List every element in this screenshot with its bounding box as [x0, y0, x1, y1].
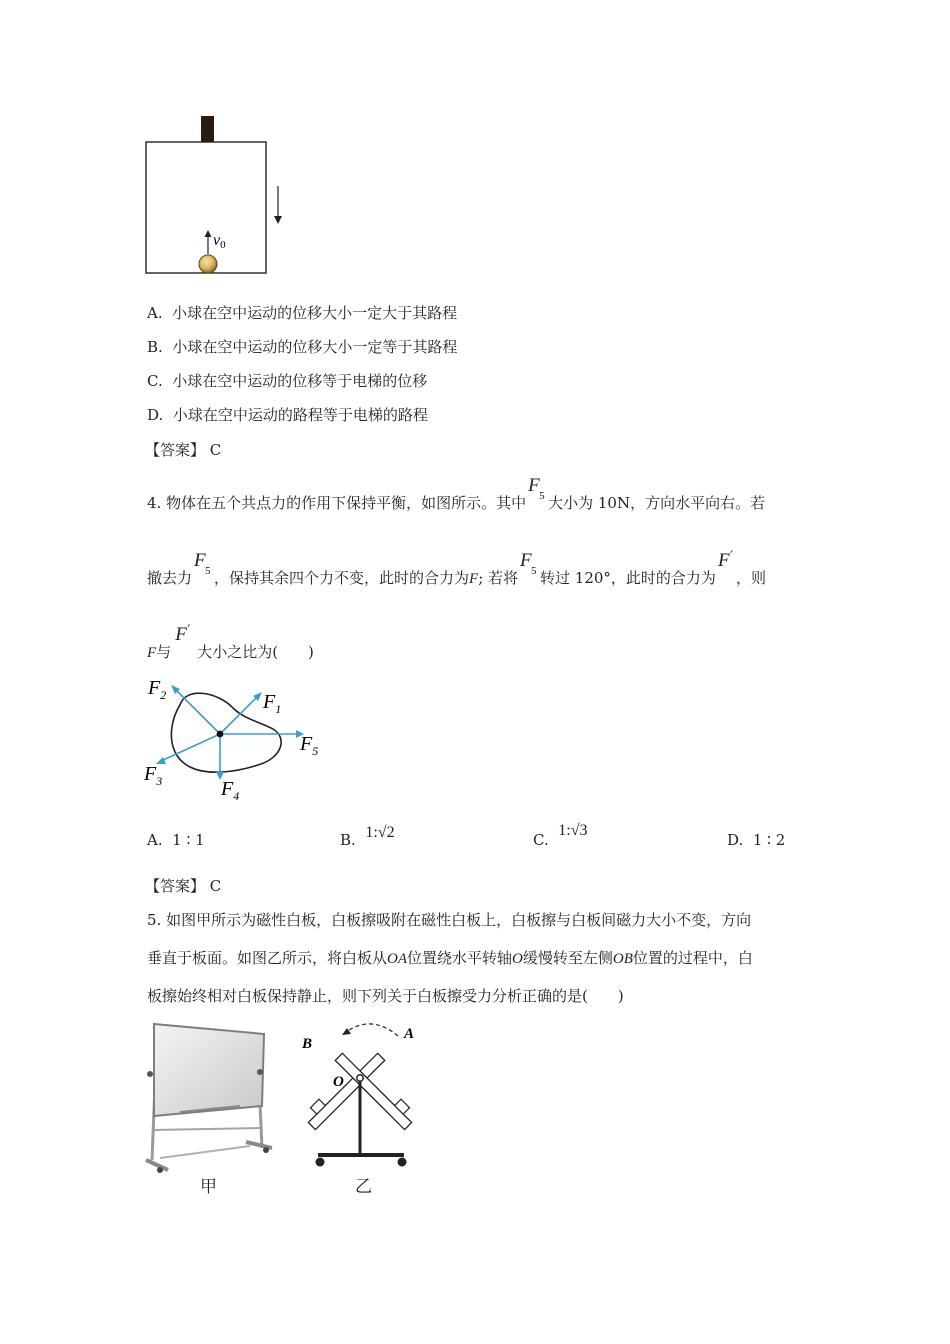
q3-option-b: B. 小球在空中运动的位移大小一定等于其路程 [147, 338, 458, 356]
q5-line-3: 板擦始终相对白板保持静止，则下列关于白板擦受力分析正确的是( ) [147, 987, 624, 1005]
q3-option-d: D. 小球在空中运动的路程等于电梯的路程 [147, 406, 428, 424]
q3-answer: 【答案】 C [145, 441, 222, 459]
ball [199, 255, 217, 273]
velocity-arrow-head [205, 230, 212, 237]
label-b: B [302, 1036, 313, 1052]
q4-line-3: F与 F ′ 大小之比为( ) [147, 623, 314, 661]
q3-option-a: A. 小球在空中运动的位移大小一定大于其路程 [147, 304, 458, 322]
label-f5: $F_5$ [300, 733, 319, 758]
caption-yi: 乙 [355, 1177, 372, 1197]
elevator-cabin [146, 142, 266, 273]
label-f1: $F_1$ [263, 691, 282, 716]
q5-line-2: 垂直于板面。如图乙所示，将白板从OA位置绕水平转轴O缓慢转至左侧OB位置的过程中，白 [147, 949, 753, 967]
whiteboard-photo [140, 1020, 290, 1178]
board-rotation-diagram [300, 1018, 430, 1176]
q4-answer: 【答案】 C [145, 877, 222, 895]
q4-option-b: B. 1:√2 [340, 824, 395, 849]
f3-arrow-head [156, 757, 166, 764]
force-diagram [140, 672, 340, 812]
q5-line-1: 5. 如图甲所示为磁性白板，白板擦吸附在磁性白板上，白板擦与白板间磁力大小不变，方向 [147, 911, 752, 929]
q4-line-1: 4. 物体在五个共点力的作用下保持平衡，如图所示。其中 F 5 大小为 10N，方向水平向右。若 [147, 475, 766, 512]
whiteboard-surface [154, 1024, 264, 1116]
f3-arrow [161, 734, 220, 761]
label-o: O [333, 1074, 344, 1090]
pivot-o [357, 1075, 363, 1081]
force-origin-point [217, 731, 224, 738]
label-f4: $F_4$ [221, 778, 240, 803]
elevator-figure [140, 112, 300, 280]
caption-jia: 甲 [200, 1177, 217, 1197]
q3-option-c: C. 小球在空中运动的位移等于电梯的位移 [147, 372, 428, 390]
velocity-label: v0 [213, 232, 226, 251]
label-f2: $F_2$ [148, 677, 167, 702]
q4-line-2: 撤去力 F 5 ，保持其余四个力不变，此时的合力为F; 若将 F 5 转过 120°，此时的合力为 F ′ ，则 [147, 549, 766, 587]
q4-option-a: A. 1 ∶ 1 [147, 831, 205, 849]
elevator-cable [201, 116, 214, 142]
q4-option-d: D. 1 ∶ 2 [727, 831, 786, 849]
label-f3: $F_3$ [144, 763, 163, 788]
label-a: A [404, 1026, 415, 1042]
q4-option-c: C. 1:√3 [533, 822, 588, 849]
down-arrow-head [274, 216, 282, 224]
rotation-arc [346, 1024, 398, 1036]
